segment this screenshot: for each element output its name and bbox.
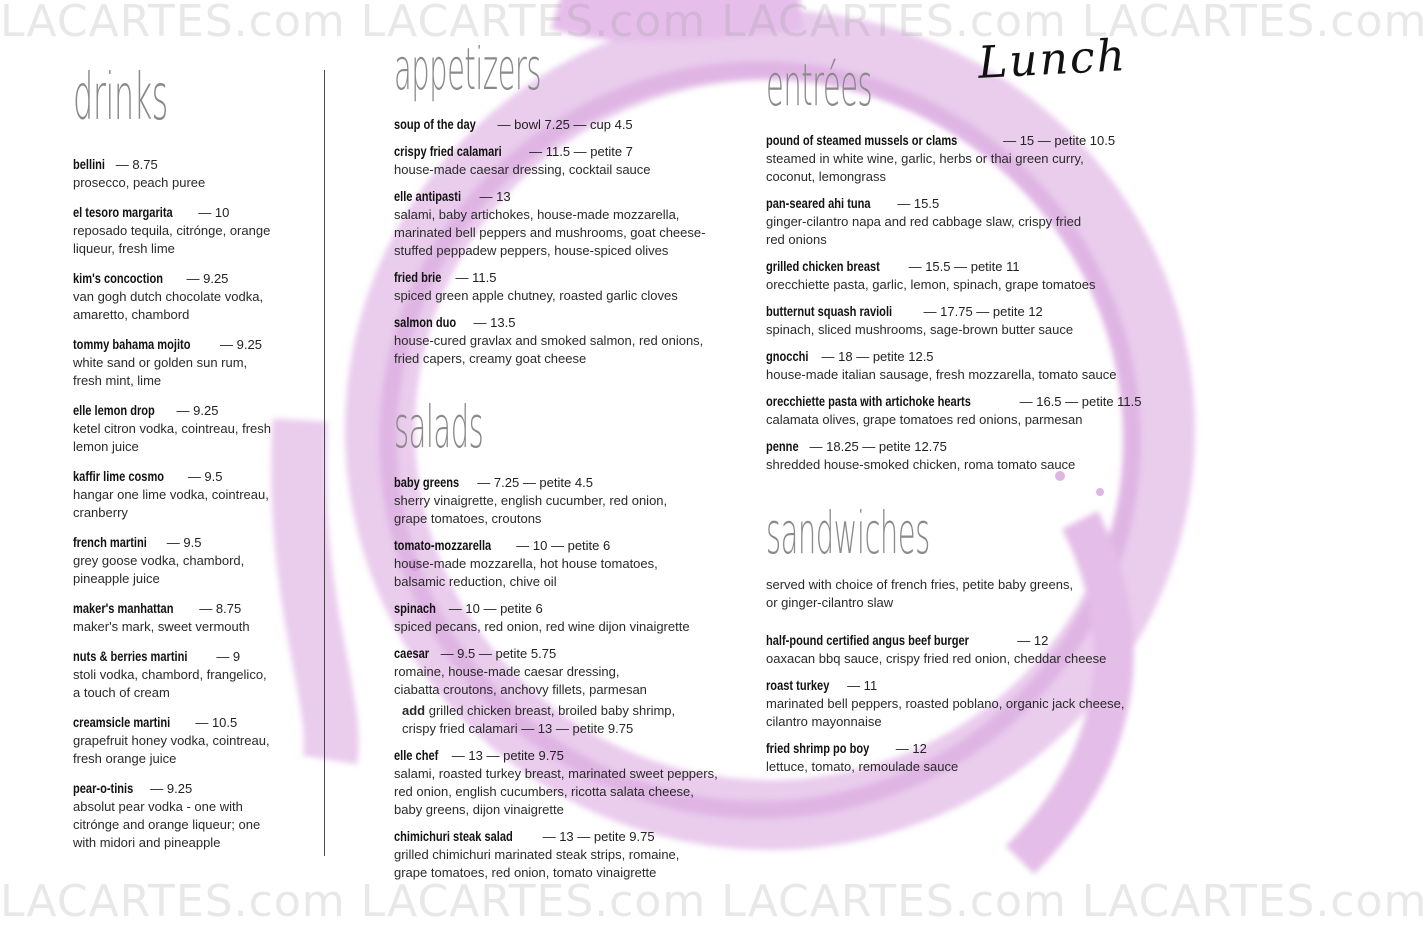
menu-item [394,143,724,179]
menu-item-description [766,411,1146,429]
menu-item [73,204,313,258]
menu-item-name: elle chef [394,748,439,763]
description-line: house-made italian sausage, fresh mozzarella, tomato sauce [766,367,1117,382]
menu-item-description [73,798,313,852]
menu-item [394,116,724,134]
menu-item-header [766,632,1146,650]
menu-item [73,402,313,456]
description-line: marinated bell peppers and mushrooms, goat cheese- [394,225,706,240]
addon-text: grilled chicken breast, broiled baby shrimp, [428,703,676,718]
menu-item-header [73,714,313,732]
menu-item-description [766,650,1146,668]
menu-item-price: — 8.75 [115,157,158,172]
menu-item-name: crispy fried calamari [394,144,502,159]
menu-item-description [766,758,1146,776]
description-line: stoli vodka, chambord, frangelico, [73,667,267,682]
menu-item-price: — 10 [198,205,230,220]
menu-item-name: tommy bahama mojito [73,337,191,352]
menu-item-price: — 13 — petite 9.75 [542,829,655,844]
menu-item-price: — 12 [895,741,927,756]
menu-item-header [73,600,313,618]
description-line: white sand or golden sun rum, [73,355,248,370]
description-line: stuffed peppadew peppers, house-spiced olives [394,243,669,258]
menu-item-price: — 16.5 — petite 11.5 [1019,394,1142,409]
menu-item-price: — 11.5 [455,270,497,285]
menu-item-name: baby greens [394,475,460,490]
menu-item-name: tomato-mozzarella [394,538,492,553]
description-line: fresh orange juice [73,751,177,766]
menu-item-header [394,537,724,555]
menu-item [394,537,724,591]
menu-item-description [766,150,1146,186]
description-line: house-made caesar dressing, cocktail sauce [394,162,651,177]
caesar-addon [394,702,724,738]
drinks-column [73,61,313,864]
description-line: salami, baby artichokes, house-made mozzarella, [394,207,680,222]
menu-item [394,828,724,882]
menu-item [766,438,1146,474]
menu-item-description [394,206,724,260]
menu-item-description [394,555,724,591]
watermark-bottom: LACARTES.com LACARTES.com LACARTES.com LACARTES.com [0,876,1427,927]
salads-list [394,474,724,882]
menu-item-header [394,747,724,765]
sandwiches-list [766,632,1146,776]
menu-item-header [766,438,1146,456]
menu-item-name: elle lemon drop [73,403,155,418]
menu-item-header [766,195,1146,213]
menu-item-description [394,663,724,699]
menu-item [73,780,313,852]
description-line: ketel citron vodka, cointreau, fresh [73,421,271,436]
menu-item-description [766,321,1146,339]
description-line: cranberry [73,505,128,520]
description-line: coconut, lemongrass [766,169,886,184]
menu-item-price: — 10.5 [195,715,238,730]
menu-item-description [73,666,313,702]
menu-item-price: — 13 — petite 9.75 [451,748,564,763]
menu-item-name: french martini [73,535,147,550]
menu-item-name: roast turkey [766,678,830,693]
menu-item [73,270,313,324]
menu-item-name: pound of steamed mussels or clams [766,133,958,148]
entrees-heading: entrées [766,51,873,119]
description-line: spinach, sliced mushrooms, sage-brown butter sauce [766,322,1074,337]
description-line: lettuce, tomato, remoulade sauce [766,759,959,774]
menu-item-price: — bowl 7.25 — cup 4.5 [497,117,633,132]
menu-item-name: kaffir lime cosmo [73,469,165,484]
menu-item-price: — 15.5 — petite 11 [908,259,1020,274]
menu-item-name: soup of the day [394,117,476,132]
description-line: sherry vinaigrette, english cucumber, red onion, [394,493,668,508]
description-line: marinated bell peppers, roasted poblano, organic jack cheese, [766,696,1125,711]
description-line: a touch of cream [73,685,170,700]
addon-tag: add [402,703,426,718]
menu-item-name: pear-o-tinis [73,781,134,796]
description-line: absolut pear vodka - one with [73,799,243,814]
description-line: grape tomatoes, red onion, tomato vinaigrette [394,865,657,880]
menu-item-header [394,474,724,492]
description-line: salami, roasted turkey breast, marinated sweet peppers, [394,766,718,781]
description-line: grapefruit honey vodka, cointreau, [73,733,270,748]
description-line: citrónge and orange liqueur; one [73,817,261,832]
menu-item-description [73,618,313,636]
menu-item-price: — 10 — petite 6 [516,538,611,553]
column-divider [324,70,325,856]
menu-item-header [73,402,313,420]
menu-item [394,474,724,528]
description-line: orecchiette pasta, garlic, lemon, spinach, grape tomatoes [766,277,1096,292]
sandwiches-intro-line: served with choice of french fries, petite baby greens, [766,577,1074,592]
menu-item-header [394,828,724,846]
menu-item-description [73,354,313,390]
description-line: van gogh dutch chocolate vodka, [73,289,264,304]
description-line: grey goose vodka, chambord, [73,553,245,568]
menu-item-price: — 11 [847,678,878,693]
menu-item-header [73,468,313,486]
menu-item [394,269,724,305]
menu-item [766,393,1146,429]
menu-item [73,468,313,522]
menu-item-name: chimichuri steak salad [394,829,513,844]
description-line: house-cured gravlax and smoked salmon, red onions, [394,333,704,348]
menu-item-name: pan-seared ahi tuna [766,196,871,211]
menu-item-description [766,213,1146,249]
menu-item-header [766,740,1146,758]
menu-item-price: — 9.5 — petite 5.75 [440,646,557,661]
menu-title: Lunch [976,30,1129,89]
description-line: pineapple juice [73,571,160,586]
description-line: lemon juice [73,439,139,454]
menu-item-header [73,156,313,174]
menu-item-name: salmon duo [394,315,457,330]
menu-item-description [766,456,1146,474]
description-line: liqueur, fresh lime [73,241,175,256]
menu-item-price: — 10 — petite 6 [448,601,543,616]
menu-item [766,740,1146,776]
menu-item [73,714,313,768]
menu-item-price: — 17.75 — petite 12 [923,304,1043,319]
description-line: baby greens, dijon vinaigrette [394,802,564,817]
description-line: steamed in white wine, garlic, herbs or thai green curry, [766,151,1084,166]
menu-item-description [394,846,724,882]
menu-item-price: — 9.25 [220,337,262,352]
menu-item-header [766,132,1146,150]
menu-item-name: el tesoro margarita [73,205,173,220]
menu-item-name: kim's concoction [73,271,163,286]
menu-item [394,645,724,738]
menu-item-header [766,393,1146,411]
menu-item-price: — 9.5 [166,535,202,550]
menu-item [73,534,313,588]
menu-item-name: half-pound certified angus beef burger [766,633,969,648]
menu-item-description [766,695,1146,731]
description-line: red onions [766,232,827,247]
entrees-list [766,132,1146,474]
menu-item-description [73,174,313,192]
menu-item [73,156,313,192]
menu-item-price: — 13.5 [473,315,516,330]
menu-item-header [73,534,313,552]
description-line: prosecco, peach puree [73,175,206,190]
menu-item-price: — 15 — petite 10.5 [1003,133,1116,148]
description-line: cilantro mayonnaise [766,714,882,729]
menu-item [394,188,724,260]
description-line: fresh mint, lime [73,373,162,388]
menu-item-description [73,288,313,324]
addon-line: crispy fried calamari — 13 — petite 9.75 [402,721,634,736]
menu-item [394,747,724,819]
appetizers-heading: appetizers [394,35,541,103]
description-line: with midori and pineapple [73,835,221,850]
menu-item-price: — 9.5 [187,469,223,484]
menu-item-name: nuts & berries martini [73,649,188,664]
menu-item-price: — 11.5 — petite 7 [529,144,633,159]
menu-item [766,132,1146,186]
menu-item-description [394,765,724,819]
menu-item-description [394,332,724,368]
menu-item-header [394,116,724,134]
sandwiches-heading: sandwiches [766,499,930,567]
menu-item-description [73,486,313,522]
menu-item-price: — 8.75 [199,601,242,616]
addon-line [402,702,724,720]
menu-item-name: fried brie [394,270,442,285]
menu-item-header [73,780,313,798]
menu-item-header [766,303,1146,321]
drinks-list [73,156,313,852]
menu-item-header [766,348,1146,366]
description-line: fried capers, creamy goat cheese [394,351,587,366]
menu-item-header [394,645,724,663]
description-line: red onion, english cucumbers, ricotta salata cheese, [394,784,694,799]
menu-item [766,348,1146,384]
menu-item-description [766,366,1146,384]
menu-item-name: creamsicle martini [73,715,171,730]
salads-heading: salads [394,393,484,461]
menu-item-description [394,287,724,305]
description-line: shredded house-smoked chicken, roma tomato sauce [766,457,1076,472]
appetizers-list [394,116,724,368]
watermark-top: LACARTES.com LACARTES.com LACARTES.com LACARTES.com [0,0,1427,47]
menu-item [73,600,313,636]
description-line: maker's mark, sweet vermouth [73,619,250,634]
menu-item-description [766,276,1146,294]
description-line: hangar one lime vodka, cointreau, [73,487,269,502]
menu-item-name: fried shrimp po boy [766,741,870,756]
menu-item-price: — 13 [479,189,511,204]
description-line: reposado tequila, citrónge, orange [73,223,271,238]
menu-item [73,336,313,390]
menu-item-description [73,222,313,258]
menu-item [766,677,1146,731]
menu-item-header [73,648,313,666]
description-line: amaretto, chambord [73,307,190,322]
menu-item-price: — 9.25 [186,271,229,286]
right-column [766,51,1146,785]
menu-item [766,195,1146,249]
menu-item-price: — 18 — petite 12.5 [821,349,934,364]
menu-item [766,632,1146,668]
menu-item-header [73,270,313,288]
description-line: grape tomatoes, croutons [394,511,542,526]
menu-item-price: — 18.25 — petite 12.75 [809,439,947,454]
menu-item [766,258,1146,294]
menu-item-name: caesar [394,646,430,661]
description-line: balsamic reduction, chive oil [394,574,557,589]
menu-item-header [766,258,1146,276]
menu-item-description [73,732,313,768]
menu-item-name: grilled chicken breast [766,259,880,274]
description-line: romaine, house-made caesar dressing, [394,664,620,679]
menu-item-name: bellini [73,157,105,172]
menu-item [394,600,724,636]
sandwiches-intro [766,576,1146,612]
menu-item [394,314,724,368]
menu-item-price: — 7.25 — petite 4.5 [477,475,593,490]
menu-item-name: spinach [394,601,436,616]
menu-item-description [394,161,724,179]
menu-item-price: — 15.5 [897,196,940,211]
drinks-heading: drinks [73,61,168,135]
description-line: spiced pecans, red onion, red wine dijon vinaigrette [394,619,690,634]
description-line: spiced green apple chutney, roasted garlic cloves [394,288,678,303]
menu-item-price: — 12 [1017,633,1049,648]
menu-item [766,303,1146,339]
menu-item-price: — 9.25 [176,403,219,418]
menu-item-name: elle antipasti [394,189,462,204]
sandwiches-intro-line: or ginger-cilantro slaw [766,595,894,610]
menu-item-name: gnocchi [766,349,809,364]
menu-item-header [394,188,724,206]
menu-item-price: — 9 [216,649,241,664]
menu-item-description [394,618,724,636]
description-line: ginger-cilantro napa and red cabbage slaw, crispy fried [766,214,1082,229]
description-line: grilled chimichuri marinated steak strips, romaine, [394,847,680,862]
menu-item-header [394,269,724,287]
menu-item-header [394,600,724,618]
menu-item-name: maker's manhattan [73,601,174,616]
description-line: oaxacan bbq sauce, crispy fried red onion, cheddar cheese [766,651,1107,666]
menu-item-header [73,204,313,222]
description-line: calamata olives, grape tomatoes red onions, parmesan [766,412,1083,427]
description-line: ciabatta croutons, anchovy fillets, parmesan [394,682,647,697]
menu-item-price: — 9.25 [150,781,193,796]
description-line: house-made mozzarella, hot house tomatoes, [394,556,658,571]
menu-item-name: butternut squash ravioli [766,304,893,319]
menu-item-description [73,420,313,456]
menu-item-header [394,143,724,161]
menu-item-name: orecchiette pasta with artichoke hearts [766,394,971,409]
menu-item-header [766,677,1146,695]
menu-item-description [73,552,313,588]
menu-item-description [394,492,724,528]
menu-item-header [73,336,313,354]
menu-item [73,648,313,702]
menu-item-name: penne [766,439,799,454]
middle-column [394,35,724,891]
menu-item-header [394,314,724,332]
